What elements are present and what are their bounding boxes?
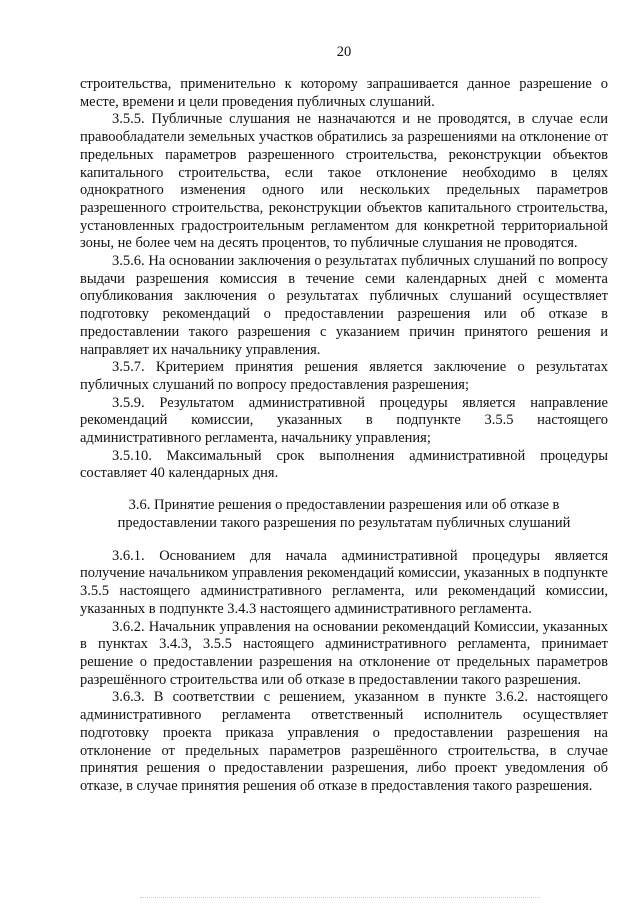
section-heading-3-6: 3.6. Принятие решения о предоставлении разрешения или об отказе в предоставлении такого разрешения по результатам публичных слушаний: [117, 497, 571, 531]
paragraph-3-6-1: 3.6.1. Основанием для начала административной процедуры является получение начальником управления рекомендаций комиссии, указанных в подпункте 3.5.5 настоящего административного регламента, или рекомендаций комиссии, указанных в подпункте 3.4.3 настоящего административного регламента.: [80, 547, 608, 617]
paragraph-3-5-6: 3.5.6. На основании заключения о результатах публичных слушаний по вопросу выдачи разрешения комиссия в течение семи календарных дней с момента опубликования заключения о результатах публичных слушаний осуществляет подготовку рекомендаций о предоставлении разрешения или об отказе в предоставлении такого разрешения с указанием причин принятого решения и направляет их начальнику управления.: [80, 253, 608, 358]
scan-artifact-line: [140, 897, 540, 900]
paragraph-3-6-3: 3.6.3. В соответствии с решением, указанном в пункте 3.6.2. настоящего административного регламента ответственный исполнитель осуществляет подготовку проекта приказа управления о предоставлении разрешения на отклонение от предельных параметров разрешённого строительства, в случае принятия решения о предоставлении разрешения, либо проект уведомления об отказе, в случае принятия решения об отказе в предоставления такого разрешения.: [80, 689, 608, 794]
paragraph-3-5-7: 3.5.7. Критерием принятия решения является заключение о результатах публичных слушаний по вопросу предоставления разрешения;: [80, 359, 608, 393]
paragraph-continuation: строительства, применительно к которому запрашивается данное разрешение о месте, времени и цели проведения публичных слушаний.: [80, 76, 608, 110]
page-number: 20: [336, 44, 352, 60]
paragraph-3-5-10: 3.5.10. Максимальный срок выполнения административной процедуры составляет 40 календарных дня.: [80, 447, 608, 482]
paragraph-3-5-9: 3.5.9. Результатом административной процедуры является направление рекомендаций комиссии, указанных в подпункте 3.5.5 настоящего административного регламента, начальнику управления;: [80, 394, 608, 447]
document-body: [80, 76, 608, 796]
paragraph-3-6-2: 3.6.2. Начальник управления на основании рекомендаций Комиссии, указанных в пунктах 3.4.3, 3.5.5 настоящего административного регламента, принимает решение о предоставлении разрешения на отклонение от предельных параметров разрешённого строительства или об отказе в предоставлении такого разрешения.: [80, 618, 608, 688]
paragraph-3-5-5: 3.5.5. Публичные слушания не назначаются и не проводятся, в случае если правообладатели земельных участков обратились за разрешениями на отклонение от предельных параметров разрешенного строительства, реконструкции объектов капитального строительства, если такое отклонение необходимо в целях однократного изменения одного или нескольких предельных параметров разрешенного строительства, реконструкции объектов капитального строительства, установленных градостроительным регламентом для конкретной территориальной зоны, не более чем на десять процентов, то публичные слушания не проводятся.: [80, 111, 608, 252]
